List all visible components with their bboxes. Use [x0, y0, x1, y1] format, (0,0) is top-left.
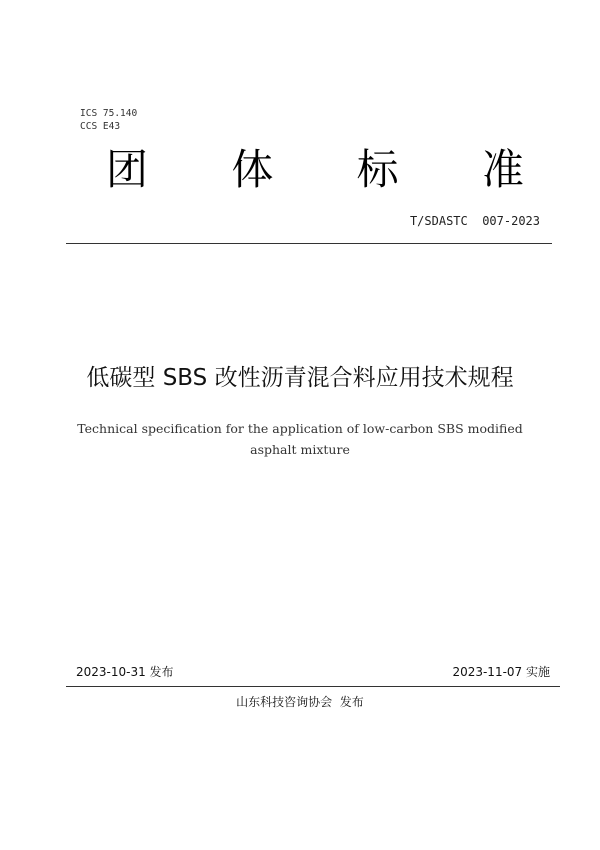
publisher: 山东科技咨询协会 发布	[236, 695, 364, 709]
document-type-heading	[100, 143, 530, 197]
footer-divider	[66, 686, 560, 687]
document-type-char-3: 标	[356, 145, 399, 194]
implementation-date: 2023-11-07 实施	[452, 665, 550, 679]
header-divider	[66, 243, 552, 244]
chinese-title: 低碳型 SBS 改性沥青混合料应用技术规程	[86, 365, 514, 391]
document-type-char-1: 团	[105, 145, 148, 194]
english-title: Technical specification for the application of low-carbon SBS modified asphalt mixture	[77, 421, 523, 457]
ics-code: ICS 75.140	[80, 108, 138, 119]
standard-number: T/SDASTC 007-2023	[409, 214, 540, 228]
document-type-char-2: 体	[231, 145, 274, 194]
document-type-char-4: 准	[481, 145, 524, 194]
issue-date: 2023-10-31 发布	[76, 665, 174, 679]
ccs-code: CCS E43	[80, 121, 121, 132]
